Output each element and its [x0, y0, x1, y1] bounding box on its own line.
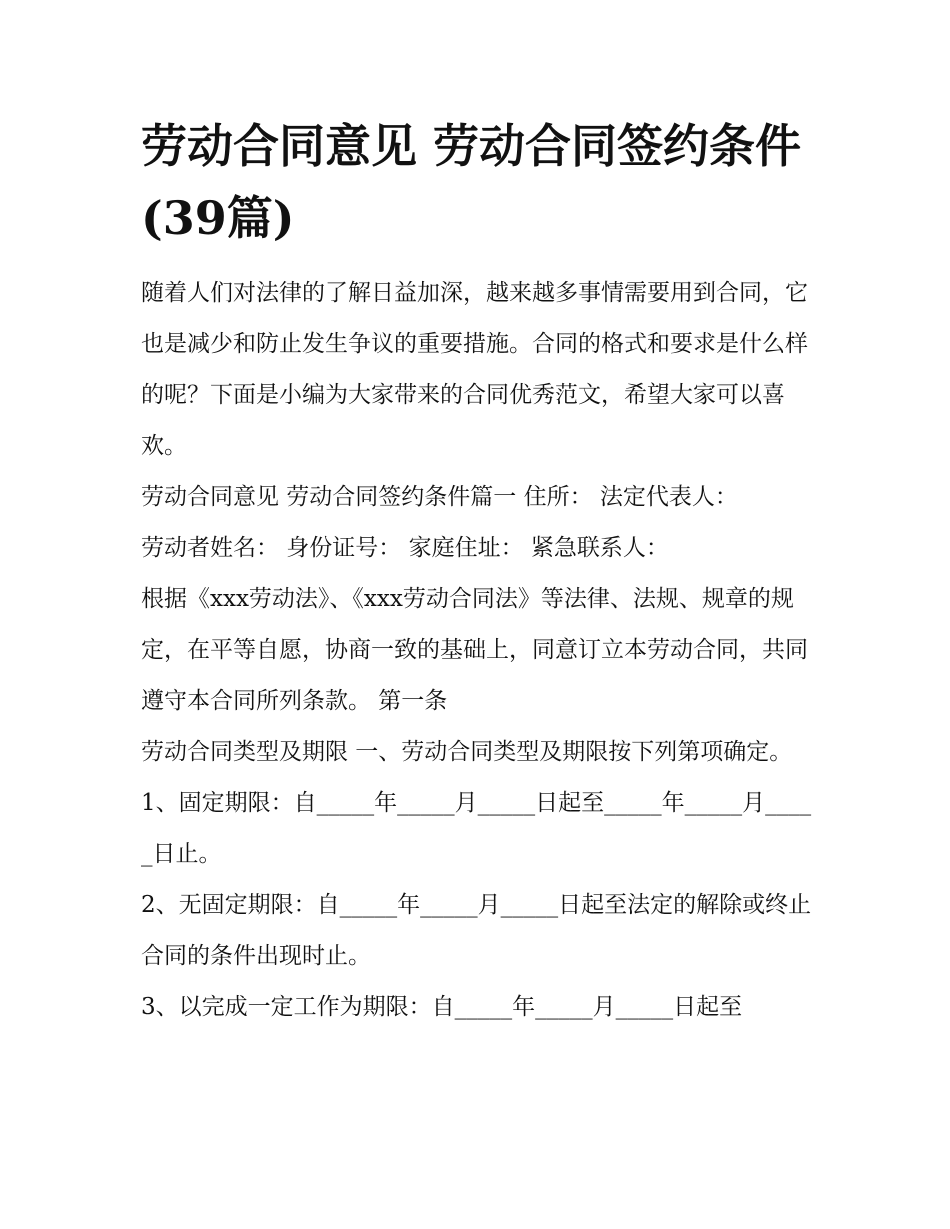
- intro-paragraph: 随着人们对法律的了解日益加深，越来越多事情需要用到合同，它也是减少和防止发生争议的重要措施。合同的格式和要求是什么样的呢？下面是小编为大家带来的合同优秀范文，希望大家可以喜欢。: [141, 280, 808, 459]
- task-term-clause: 3、以完成一定工作为期限：自_____年_____月_____日起至: [141, 994, 743, 1020]
- worker-info-line: 劳动者姓名： 身份证号： 家庭住址： 紧急联系人：: [141, 535, 669, 561]
- legal-basis-paragraph: 根据《xxx劳动法》、《xxx劳动合同法》等法律、法规、规章的规定，在平等自愿，协商一致的基础上，同意订立本劳动合同，共同遵守本合同所列条款。 第一条: [141, 586, 808, 714]
- document-title: 劳动合同意见 劳动合同签约条件(39篇): [141, 119, 802, 245]
- section-heading-line: 劳动合同意见 劳动合同签约条件篇一 住所： 法定代表人：: [141, 484, 738, 510]
- fixed-term-clause: 1、固定期限：自_____年_____月_____日起至_____年_____月_____日止。: [141, 790, 812, 867]
- document-page: [141, 110, 821, 1033]
- contract-type-paragraph: 劳动合同类型及期限 一、劳动合同类型及期限按下列第项确定。: [141, 739, 793, 765]
- open-term-clause: 2、无固定期限：自_____年_____月_____日起至法定的解除或终止合同的条件出现时止。: [141, 892, 812, 969]
